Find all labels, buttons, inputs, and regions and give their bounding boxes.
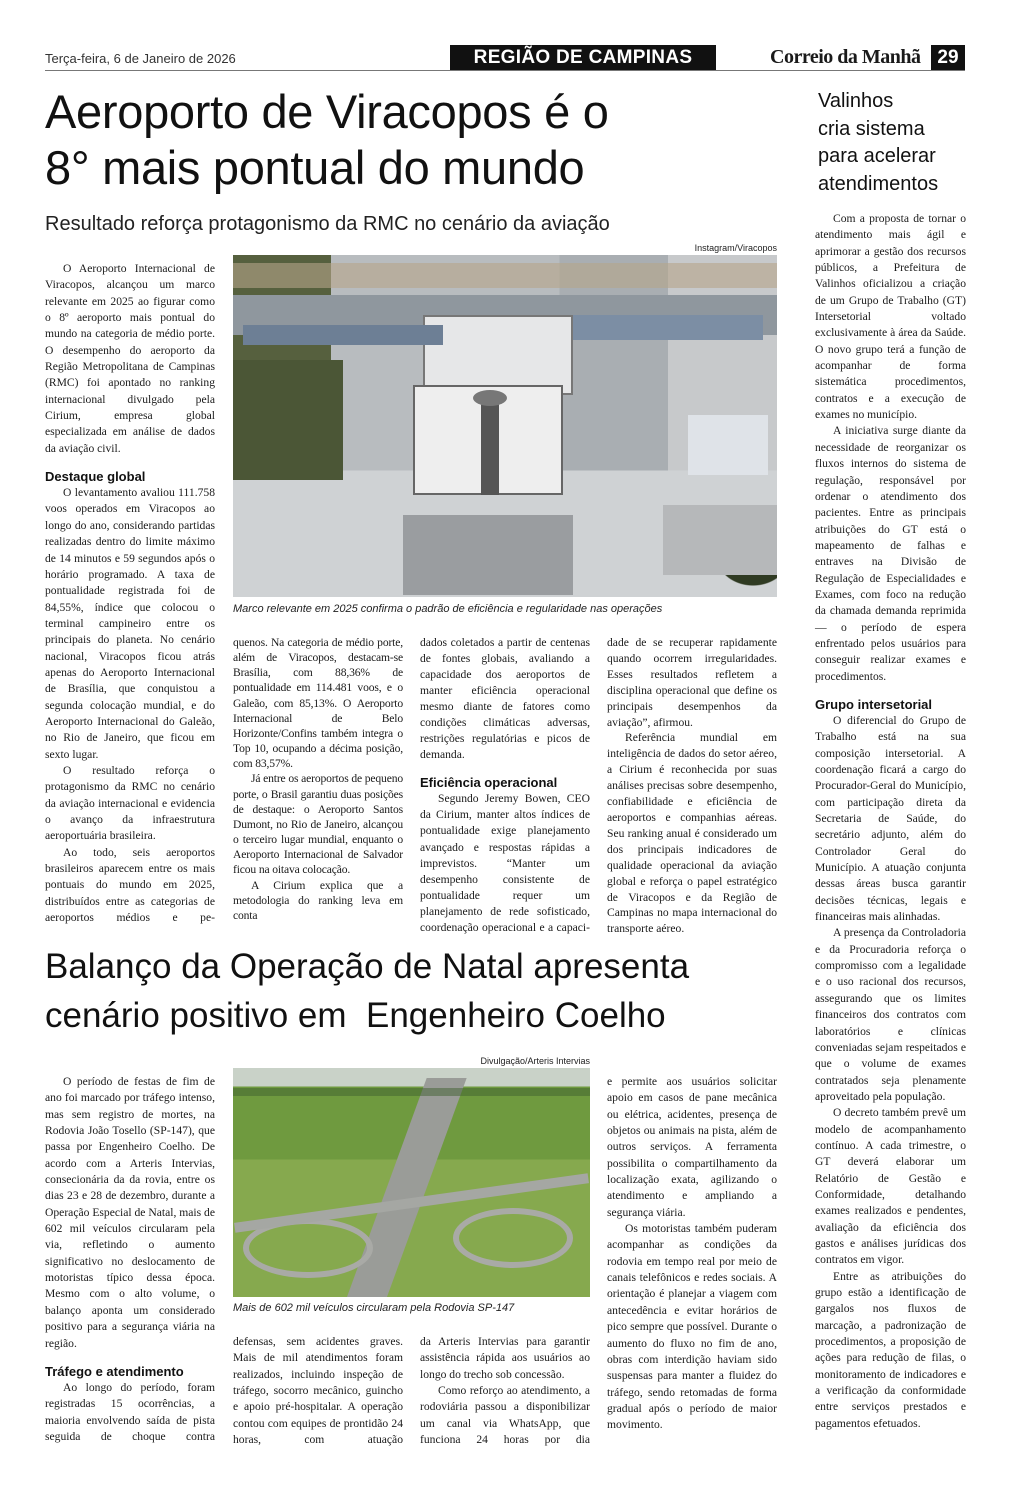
paragraph: A presença da Controladoria e da Procuradoria reforça o compromisso com a legalidade e o uso racional dos recursos, assegurando que os limites financeiros dos contratos com laboratórios e clínicas conveniadas sejam respeitados e que o volume de exames contratados seja plenamente aproveitado pela população. (815, 926, 966, 1103)
article1-column-4 (607, 635, 777, 937)
paragraph: O levantamento avaliou 111.758 voos operados em Viracopos ao longo do ano, considerando partidas realizadas dentro do limite máximo de 14 minutos e 59 segundos após o horário programado. A taxa de pontualidade registrada foi de 84,55%, índice que colocou o terminal campineiro entre os principais do planeta. No cenário nacional, Viracopos ficou atrás apenas do Aeroporto Internacional de Brasília, que conquistou a segunda colocação mundial, e do Aeroporto Internacional do Galeão, no Rio de Janeiro, que ficou em sexto lugar. (45, 486, 215, 761)
sidebar-headline (818, 88, 938, 198)
airport-aerial-photo (233, 255, 777, 597)
paragraph: Como reforço ao atendimento, a rodoviária passou a disponibilizar um canal via WhatsApp, que funciona 24 horas por dia (420, 1384, 590, 1447)
photo-caption: Marco relevante em 2025 confirma o padrão de eficiência e regularidade nas operações (233, 603, 663, 615)
article1-headline (45, 84, 609, 196)
section-label: REGIÃO DE CAMPINAS (450, 45, 716, 70)
newspaper-logo: Correio da Manhã (770, 46, 921, 68)
paragraph: O diferencial do Grupo de Trabalho está na sua composição intersetorial. A coordenação ficará a cargo do Procurador-Geral do Município, com participação direta da Secretaria de Saúde, do secretário adjunto, além do Controlador Geral do Município. A atuação conjunta dessas áreas busca garantir decisões técnicas, legais e financeiras mais alinhadas. (815, 713, 966, 924)
subheading: Eficiência operacional (420, 775, 558, 791)
paragraph: O Aeroporto Internacional de Viracopos, alcançou um marco relevante em 2025 ao figurar como o 8º aeroporto mais pontual do mundo na categoria de médio porte. O desempenho do aeroporto da Região Metropolitana de Campinas (RMC) foi apontado no ranking internacional divulgado pela Cirium, empresa global especializada em análise de dados da aviação civil. (45, 262, 215, 455)
paragraph: dade de se recuperar rapidamente quando ocorrem irregularidades. Esses resultados refletem a disciplina operacional que define os principais desempenhos da aviação”, afirmou. (607, 636, 777, 729)
article2-column-2 (233, 1334, 403, 1448)
headline-line: Balanço da Operação de Natal apresenta (45, 947, 690, 986)
headline-line: 8° mais pontual do mundo (45, 141, 585, 194)
paragraph: Referência mundial em inteligência de dados do setor aéreo, a Cirium é reconhecida por suas análises precisas sobre desempenho, confiabilidade e eficiência de aeroportos e companhias aéreas. Seu ranking anual é considerado um dos principais indicadores de qualidade operacional da aviação global e reforça o papel estratégico de Viracopos e da Região de Campinas no mapa internacional do transporte aéreo. (607, 731, 777, 936)
page-number: 29 (931, 45, 965, 70)
paragraph: da Arteris Intervias para garantir assistência rápida aos usuários ao longo do trecho sob concessão. (420, 1335, 590, 1381)
article2-column-4 (607, 1074, 777, 1434)
paragraph: O resultado reforça o protagonismo da RMC no cenário da aviação internacional e evidencia o avanço da infraestrutura aeroportuária brasileira. (45, 763, 215, 843)
article2-column-3 (420, 1334, 590, 1448)
headline-line: atendimentos (818, 172, 939, 195)
paragraph: Os motoristas também puderam acompanhar as condições da rodovia em tempo real por meio de canais telefônicos e redes sociais. A orientação é planejar a viagem com antecedência e evitar horários de pico sempre que possível. Durante o aumento do fluxo no fim de ano, obras com interdição haviam sido suspensas para manter a fluidez do tráfego, sendo retomadas de forma gradual após o período de maior movimento. (607, 1222, 777, 1432)
paragraph: defensas, sem acidentes graves. Mais de mil atendimentos foram realizados, incluindo inspeção de tráfego, socorro mecânico, guincho e apoio pré-hospitalar. A operação contou com equipes de prontidão 24 horas, com atuação (233, 1335, 403, 1447)
headline-line: cenário positivo em Engenheiro Coelho (45, 996, 666, 1035)
paragraph: A iniciativa surge diante da necessidade de reorganizar os fluxos internos do sistema de regulação, responsável por ordenar o atendimento dos pacientes. Entre as principais atribuições do GT está o mapeamento de falhas e entraves na Divisão de Regulação de Especialidades e Exames, com foco na redução da chamada demanda reprimida — o período de espera enfrentado pelos usuários para conseguir realizar exames e procedimentos. (815, 424, 966, 683)
paragraph: O decreto também prevê um modelo de acompanhamento contínuo. A cada trimestre, o GT deverá elaborar um Relatório de Gestão e Conformidade, detalhando exames realizados e pendentes, avaliação da eficiência dos gastos e análises jurídicas dos contratos em vigor. (815, 1106, 966, 1267)
headline-line: Aeroporto de Viracopos é o (45, 85, 609, 138)
photo-credit: Divulgação/Arteris Intervias (480, 1056, 590, 1066)
paragraph: Entre as atribuições do grupo estão a identificação de gargalos nos fluxos de marcação, a padronização de procedimentos, a proposição de ações para redução de filas, o monitoramento de indicadores e a verificação da conformidade entre serviços prestados e pagamentos efetuados. (815, 1269, 966, 1430)
subheading: Destaque global (45, 469, 146, 485)
subheading: Grupo intersetorial (815, 696, 933, 712)
highway-aerial-photo (233, 1068, 590, 1297)
header-divider (45, 70, 965, 71)
sidebar-column (815, 211, 966, 1432)
photo-caption: Mais de 602 mil veículos circularam pela Rodovia SP-147 (233, 1302, 515, 1314)
article1-column-2 (233, 635, 403, 923)
paragraph: A Cirium explica que a metodologia do ranking leva em conta (233, 878, 403, 922)
article1-column-1 (45, 261, 215, 926)
paragraph: Com a proposta de tornar o atendimento mais ágil e aprimorar a gestão dos recursos públicos, a Prefeitura de Valinhos oficializou a criação de um Grupo de Trabalho (GT) Intersetorial voltado exclusivamente à área da Saúde. O novo grupo terá a função de acompanhar de forma sistemática procedimentos, contratos e a execução de exames no município. (815, 212, 966, 422)
paragraph: dados coletados a partir de centenas de fontes globais, avaliando a capacidade dos aeroportos de manter eficiência operacional mesmo diante de fatores como condições climáticas adversas, restrições regulatórias e picos de demanda. (420, 636, 590, 762)
paragraph: O período de festas de fim de ano foi marcado por tráfego intenso, mas sem registro de mortes, na Rodovia João Tosello (SP-147), que passa por Engenheiro Coelho. De acordo com a Arteris Intervias, consecionária da da rovia, entre os dias 23 e 28 de dezembro, durante a Operação Especial de Natal, mais de 602 mil veículos circularam pela via, refletindo o aumento significativo no deslocamento de motoristas típico dessa época. Mesmo com o alto volume, o balanço aponta um considerado positivo para a segurança viária na região. (45, 1075, 215, 1350)
paragraph: Já entre os aeroportos de pequeno porte, o Brasil garantiu duas posições de destaque: o Aeroporto Santos Dumont, no Rio de Janeiro, alcançou o terceiro lugar mundial, enquanto o Aeroporto Internacional de Salvador ficou na oitava colocação. (233, 772, 403, 877)
article2-column-1 (45, 1074, 215, 1445)
paragraph: Ao longo do período, foram registradas 15 ocorrências, a maioria envolvendo saída de pista seguida de choque contra (45, 1380, 215, 1443)
headline-line: cria sistema (818, 117, 925, 140)
paragraph: quenos. Na categoria de médio porte, além de Viracopos, destacam-se Brasília, com 88,36% de pontualidade em 114.481 voos, e o Galeão, com 85,13%. O Aeroporto Internacional de Belo Horizonte/Confins também integra o Top 10, ocupando a décima posição, com 83,57%. (233, 636, 403, 771)
article1-subtitle: Resultado reforça protagonismo da RMC no cenário da aviação (45, 213, 610, 235)
issue-date: Terça-feira, 6 de Janeiro de 2026 (45, 51, 236, 66)
paragraph: Ao todo, seis aeroportos brasileiros aparecem entre os mais pontuais do mundo em 2025, distribuídos entre as categorias de aeroportos médios e pe- (45, 845, 215, 925)
article1-column-3 (420, 635, 590, 936)
paragraph: e permite aos usuários solicitar apoio em casos de pane mecânica ou elétrica, acidentes, presença de objetos ou animais na pista, além de outros serviços. A ferramenta possibilita o compartilhamento da localização exata, agilizando o atendimento e ampliando a segurança viária. (607, 1075, 777, 1219)
headline-line: Valinhos (818, 90, 894, 112)
paragraph: Segundo Jeremy Bowen, CEO da Cirium, manter altos índices de pontualidade exige planejamento avançado e respostas rápidas a imprevistos. “Manter um desempenho consistente de pontualidade requer um planejamento de rede sofisticado, coordenação operacional e a capaci- (420, 792, 590, 934)
subheading: Tráfego e atendimento (45, 1363, 184, 1379)
headline-line: para acelerar (818, 145, 936, 167)
photo-credit: Instagram/Viracopos (694, 243, 777, 253)
article2-headline (45, 942, 689, 1040)
